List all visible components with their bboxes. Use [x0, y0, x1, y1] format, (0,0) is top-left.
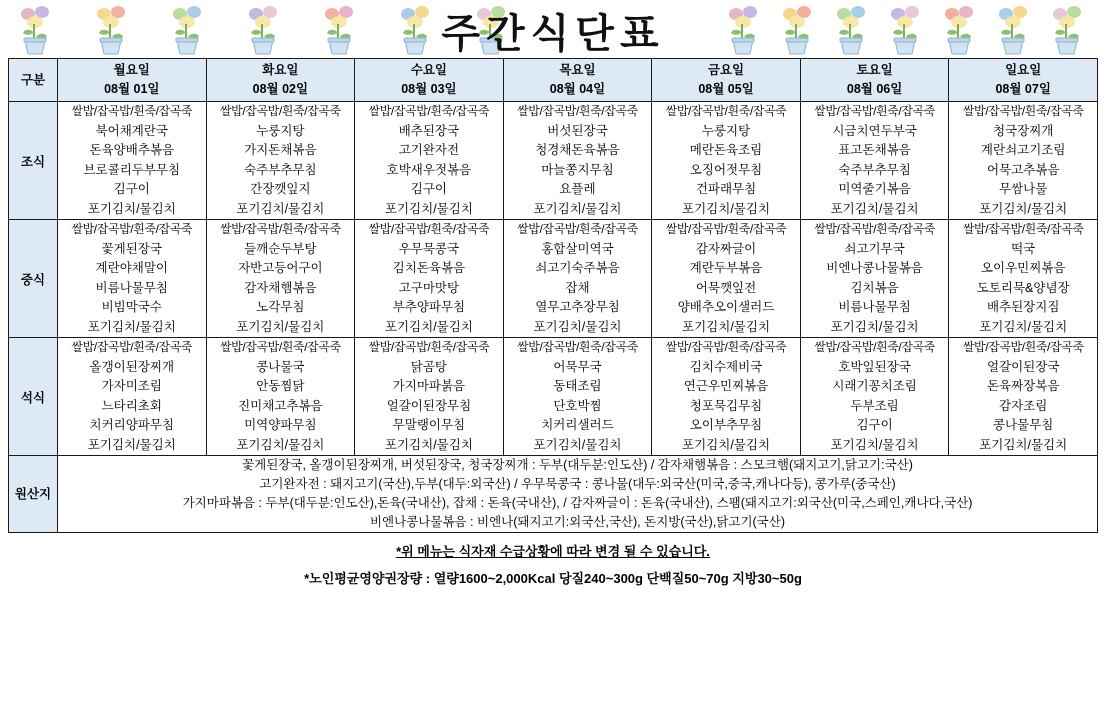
menu-item: 포기김치/물김치 — [682, 319, 771, 334]
menu-item: 김구이 — [856, 418, 893, 432]
meal-cell-breakfast-sat — [800, 102, 949, 220]
menu-item: 쌀밥/잡곡밥/흰죽/잡곡죽 — [368, 222, 490, 236]
menu-item: 쇠고기숙주볶음 — [535, 261, 620, 275]
menu-item: 콩나물국 — [256, 359, 305, 374]
meal-label-dinner: 석식 — [9, 338, 58, 456]
menu-item: 김치수제비국 — [689, 359, 763, 374]
menu-item: 고기완자전 — [398, 143, 460, 157]
menu-item: 포기김치/물김치 — [533, 201, 622, 216]
meal-cell-lunch-fri — [652, 220, 801, 338]
menu-item: 쌀밥/잡곡밥/흰죽/잡곡죽 — [665, 104, 787, 118]
menu-item: 감자채햄볶음 — [244, 280, 317, 295]
menu-item: 무쌈나물 — [999, 182, 1048, 196]
header-day-4 — [652, 59, 801, 102]
menu-item: 계란야채말이 — [95, 261, 168, 275]
menu-item: 포기김치/물김치 — [979, 201, 1068, 216]
header-day-3 — [503, 59, 652, 102]
menu-item: 배추된장지짐 — [986, 300, 1060, 314]
menu-item: 포기김치/물김치 — [682, 201, 771, 216]
menu-item: 우무묵콩국 — [398, 241, 460, 256]
header-day-0 — [58, 59, 207, 102]
menu-item: 버섯된장국 — [547, 123, 608, 138]
meal-cell-breakfast-mon — [58, 102, 207, 220]
menu-item: 쌀밥/잡곡밥/흰죽/잡곡죽 — [368, 340, 490, 354]
menu-item: 누룽지탕 — [256, 123, 305, 138]
page-banner — [8, 0, 1098, 58]
menu-item: 쌀밥/잡곡밥/흰죽/잡곡죽 — [814, 104, 935, 118]
header-day-name-0: 월요일 — [113, 63, 150, 77]
menu-item: 포기김치/물김치 — [236, 201, 325, 216]
menu-item: 김구이 — [410, 182, 448, 196]
header-day-name-4: 금요일 — [707, 63, 745, 77]
menu-item: 숙주부추무침 — [838, 162, 911, 177]
menu-item: 표고돈채볶음 — [838, 143, 911, 157]
menu-item: 메란돈육조림 — [689, 143, 763, 157]
menu-item: 무말랭이무침 — [392, 418, 466, 432]
origin-line: 비엔나콩나물볶음 : 비엔나(돼지고기:외국산,국산), 돈지방(국산),닭고기(국산) — [369, 515, 785, 529]
meal-cell-dinner-mon — [58, 338, 207, 456]
header-day-date-6: 08월 07일 — [995, 82, 1051, 96]
menu-item: 쌀밥/잡곡밥/흰죽/잡곡죽 — [219, 104, 341, 118]
header-day-name-1: 화요일 — [262, 63, 299, 77]
menu-item: 포기김치/물김치 — [384, 437, 473, 452]
menu-item: 호박새우젓볶음 — [386, 162, 472, 177]
menu-item: 노각무침 — [256, 300, 305, 314]
menu-item: 미역줄기볶음 — [838, 182, 911, 196]
header-day-date-4: 08월 05일 — [698, 82, 754, 96]
menu-item: 포기김치/물김치 — [87, 437, 176, 452]
menu-item: 잡채 — [565, 280, 590, 295]
menu-item: 포기김치/물김치 — [830, 437, 919, 452]
header-day-name-2: 수요일 — [410, 63, 448, 77]
meal-label-lunch: 중식 — [9, 220, 58, 338]
menu-item: 도토리묵&양념장 — [976, 280, 1070, 295]
menu-item: 청경채돈육볶음 — [535, 143, 620, 157]
menu-item: 쌀밥/잡곡밥/흰죽/잡곡죽 — [962, 340, 1084, 354]
meal-cell-lunch-mon — [58, 220, 207, 338]
menu-item: 쌀밥/잡곡밥/흰죽/잡곡죽 — [665, 222, 787, 236]
menu-item: 포기김치/물김치 — [979, 319, 1068, 334]
menu-item: 쌀밥/잡곡밥/흰죽/잡곡죽 — [71, 340, 193, 354]
menu-item: 가자미조림 — [101, 379, 162, 393]
meal-cell-breakfast-sun — [949, 102, 1098, 220]
menu-item: 느타리초회 — [101, 398, 162, 413]
menu-item: 양배추오이샐러드 — [677, 300, 775, 314]
menu-item: 포기김치/물김치 — [533, 319, 622, 334]
meal-cell-lunch-thu — [503, 220, 652, 338]
menu-item: 시래기꽁치조림 — [832, 379, 917, 393]
menu-item: 김치볶음 — [850, 280, 899, 295]
meal-cell-breakfast-wed — [355, 102, 504, 220]
menu-item: 비름나물무침 — [95, 280, 168, 295]
meal-cell-dinner-tue — [206, 338, 355, 456]
header-day-name-6: 일요일 — [1005, 63, 1042, 77]
menu-item: 쌀밥/잡곡밥/흰죽/잡곡죽 — [517, 340, 638, 354]
menu-item: 계란쇠고기조림 — [980, 143, 1066, 157]
menu-item: 비빔막국수 — [101, 300, 162, 314]
header-day-date-2: 08월 03일 — [401, 82, 457, 96]
meal-label-breakfast: 조식 — [9, 102, 58, 220]
header-day-date-1: 08월 02일 — [252, 82, 309, 96]
menu-item: 숙주부추무침 — [244, 162, 317, 177]
menu-item: 안동찜닭 — [256, 379, 305, 393]
menu-item: 마늘쫑지무침 — [541, 162, 614, 177]
page-title: 주간식단표 — [441, 11, 665, 57]
menu-item: 포기김치/물김치 — [384, 319, 473, 334]
menu-item: 비름나물무침 — [838, 300, 911, 314]
menu-item: 떡국 — [1011, 241, 1036, 256]
menu-item: 닭곰탕 — [410, 359, 448, 374]
table-row-origin — [9, 456, 1098, 533]
table-row — [9, 102, 1098, 220]
menu-item: 건파래무침 — [695, 182, 757, 196]
header-day-6 — [949, 59, 1098, 102]
menu-item: 가지돈채볶음 — [244, 143, 317, 157]
menu-item: 포기김치/물김치 — [830, 201, 919, 216]
menu-item: 쌀밥/잡곡밥/흰죽/잡곡죽 — [665, 340, 787, 354]
meal-cell-dinner-fri — [652, 338, 801, 456]
menu-item: 얼갈이된장국 — [986, 359, 1060, 374]
menu-item: 비엔나콩나물볶음 — [826, 261, 923, 275]
menu-item: 열무고추장무침 — [535, 300, 620, 314]
menu-item: 쌀밥/잡곡밥/흰죽/잡곡죽 — [814, 340, 935, 354]
meal-cell-dinner-sat — [800, 338, 949, 456]
menu-item: 미역양파무침 — [244, 418, 317, 432]
menu-item: 배추된장국 — [398, 123, 460, 138]
meal-cell-lunch-wed — [355, 220, 504, 338]
menu-item: 포기김치/물김치 — [830, 319, 919, 334]
menu-item: 어묵고추볶음 — [986, 162, 1060, 177]
menu-item: 진미채고추볶음 — [238, 398, 323, 413]
menu-item: 감자조림 — [999, 398, 1048, 413]
header-corner-label: 구분 — [9, 59, 58, 102]
menu-item: 시금치연두부국 — [832, 123, 917, 138]
menu-item: 누룽지탕 — [701, 123, 751, 138]
header-day-name-3: 목요일 — [559, 63, 596, 77]
menu-item: 포기김치/물김치 — [533, 437, 622, 452]
menu-item: 포기김치/물김치 — [682, 437, 771, 452]
header-day-name-5: 토요일 — [856, 63, 893, 77]
menu-item: 들깨순두부탕 — [244, 241, 317, 256]
menu-item: 단호박찜 — [553, 398, 602, 413]
origin-line: 가지마파볶음 : 두부(대두분:인도산),돈육(국내산), 잡채 : 돈육(국내산), / 감자짜글이 : 돈육(국내산), 스팸(돼지고기:외국산(미국,스페인,캐나다,국산) — [182, 496, 973, 510]
menu-item: 브로콜리두부무침 — [83, 162, 181, 177]
menu-item: 청국장찌개 — [992, 123, 1054, 138]
menu-item: 간장깻잎지 — [250, 182, 311, 196]
menu-item: 포기김치/물김치 — [236, 319, 325, 334]
meal-cell-lunch-sun — [949, 220, 1098, 338]
header-day-date-5: 08월 06일 — [846, 82, 903, 96]
menu-item: 돈육양배추볶음 — [89, 143, 175, 157]
menu-item: 홍합살미역국 — [541, 241, 614, 256]
menu-item: 부추양파무침 — [392, 300, 466, 314]
menu-item: 포기김치/물김치 — [87, 201, 176, 216]
menu-item: 가지마파붉음 — [392, 379, 466, 393]
meal-cell-dinner-wed — [355, 338, 504, 456]
menu-item: 오이부추무침 — [689, 418, 763, 432]
table-row — [9, 338, 1098, 456]
origin-label-text: 원산지 — [14, 486, 52, 501]
footnote-nutrition: *노인평균영양권장량 : 열량1600~2,000Kcal 당질240~300g 단백질50~70g 지방30~50g — [304, 571, 802, 586]
menu-item: 동태조림 — [553, 379, 602, 393]
menu-item: 청포묵김무침 — [689, 398, 763, 413]
menu-item: 쌀밥/잡곡밥/흰죽/잡곡죽 — [962, 104, 1084, 118]
origin-label — [9, 456, 58, 533]
menu-item: 쌀밥/잡곡밥/흰죽/잡곡죽 — [814, 222, 935, 236]
menu-item: 쌀밥/잡곡밥/흰죽/잡곡죽 — [517, 104, 638, 118]
menu-item: 치커리양파무침 — [89, 418, 175, 432]
menu-item: 연근우민찌볶음 — [683, 379, 769, 393]
origin-line: 꽃게된장국, 올갱이된장찌개, 버섯된장국, 청국장찌개 : 두부(대두분:인도산) / 감자채햄볶음 : 스모크햄(돼지고기,닭고기:국산) — [242, 458, 913, 472]
menu-item: 오징어젓무침 — [689, 162, 763, 177]
menu-item: 북어채계란국 — [95, 123, 168, 138]
header-day-2 — [355, 59, 504, 102]
menu-item: 김구이 — [113, 182, 150, 196]
menu-item: 쇠고기무국 — [844, 241, 905, 256]
header-day-5 — [800, 59, 949, 102]
menu-item: 쌀밥/잡곡밥/흰죽/잡곡죽 — [219, 222, 341, 236]
menu-item: 쌀밥/잡곡밥/흰죽/잡곡죽 — [368, 104, 490, 118]
menu-item: 포기김치/물김치 — [236, 437, 325, 452]
menu-item: 얼갈이된장무침 — [386, 398, 472, 413]
menu-item: 콩나물무침 — [992, 418, 1054, 432]
menu-item: 포기김치/물김치 — [384, 201, 473, 216]
menu-item: 쌀밥/잡곡밥/흰죽/잡곡죽 — [219, 340, 341, 354]
meal-cell-lunch-sat — [800, 220, 949, 338]
menu-item: 쌀밥/잡곡밥/흰죽/잡곡죽 — [962, 222, 1084, 236]
footnote-menu-change: *위 메뉴는 식자재 수급상황에 따라 변경 될 수 있습니다. — [396, 544, 710, 559]
meal-cell-dinner-thu — [503, 338, 652, 456]
menu-item: 김치돈육볶음 — [392, 261, 466, 275]
menu-item: 어묵깻잎전 — [695, 280, 757, 295]
menu-item: 감자짜글이 — [695, 241, 757, 256]
menu-item: 어묵무국 — [553, 359, 602, 374]
footnotes — [8, 541, 1098, 587]
menu-item: 올갱이된장찌개 — [89, 359, 175, 374]
menu-item: 돈육짜장복음 — [986, 379, 1060, 393]
origin-line: 고기완자전 : 돼지고기(국산),두부(대두:외국산) / 우무묵콩국 : 콩나물(대두:외국산(미국,중국,캐나다등), 콩가루(중국산) — [259, 477, 896, 491]
meal-cell-breakfast-fri — [652, 102, 801, 220]
menu-item: 계란두부볶음 — [689, 261, 763, 275]
menu-item: 꽃게된장국 — [101, 241, 162, 256]
menu-item: 쌀밥/잡곡밥/흰죽/잡곡죽 — [517, 222, 638, 236]
origin-content — [58, 456, 1098, 533]
meal-cell-lunch-tue — [206, 220, 355, 338]
header-day-date-0: 08월 01일 — [104, 82, 160, 96]
menu-item: 요플레 — [559, 182, 596, 196]
menu-item: 쌀밥/잡곡밥/흰죽/잡곡죽 — [71, 104, 193, 118]
menu-item: 호박잎된장국 — [838, 359, 911, 374]
menu-item: 두부조림 — [850, 398, 899, 413]
meal-cell-dinner-sun — [949, 338, 1098, 456]
menu-item: 포기김치/물김치 — [87, 319, 176, 334]
meal-cell-breakfast-thu — [503, 102, 652, 220]
header-day-1 — [206, 59, 355, 102]
menu-item: 포기김치/물김치 — [979, 437, 1068, 452]
menu-item: 고구마맛탕 — [398, 280, 460, 295]
table-row — [9, 220, 1098, 338]
menu-item: 쌀밥/잡곡밥/흰죽/잡곡죽 — [71, 222, 193, 236]
table-body — [9, 102, 1098, 533]
table-header-row — [9, 59, 1098, 102]
weekly-menu-table — [8, 58, 1098, 533]
header-day-date-3: 08월 04일 — [549, 82, 606, 96]
menu-item: 자반고등어구이 — [238, 261, 323, 275]
menu-item: 치커리샐러드 — [541, 418, 614, 432]
meal-cell-breakfast-tue — [206, 102, 355, 220]
menu-item: 오이우민찌볶음 — [980, 261, 1066, 275]
